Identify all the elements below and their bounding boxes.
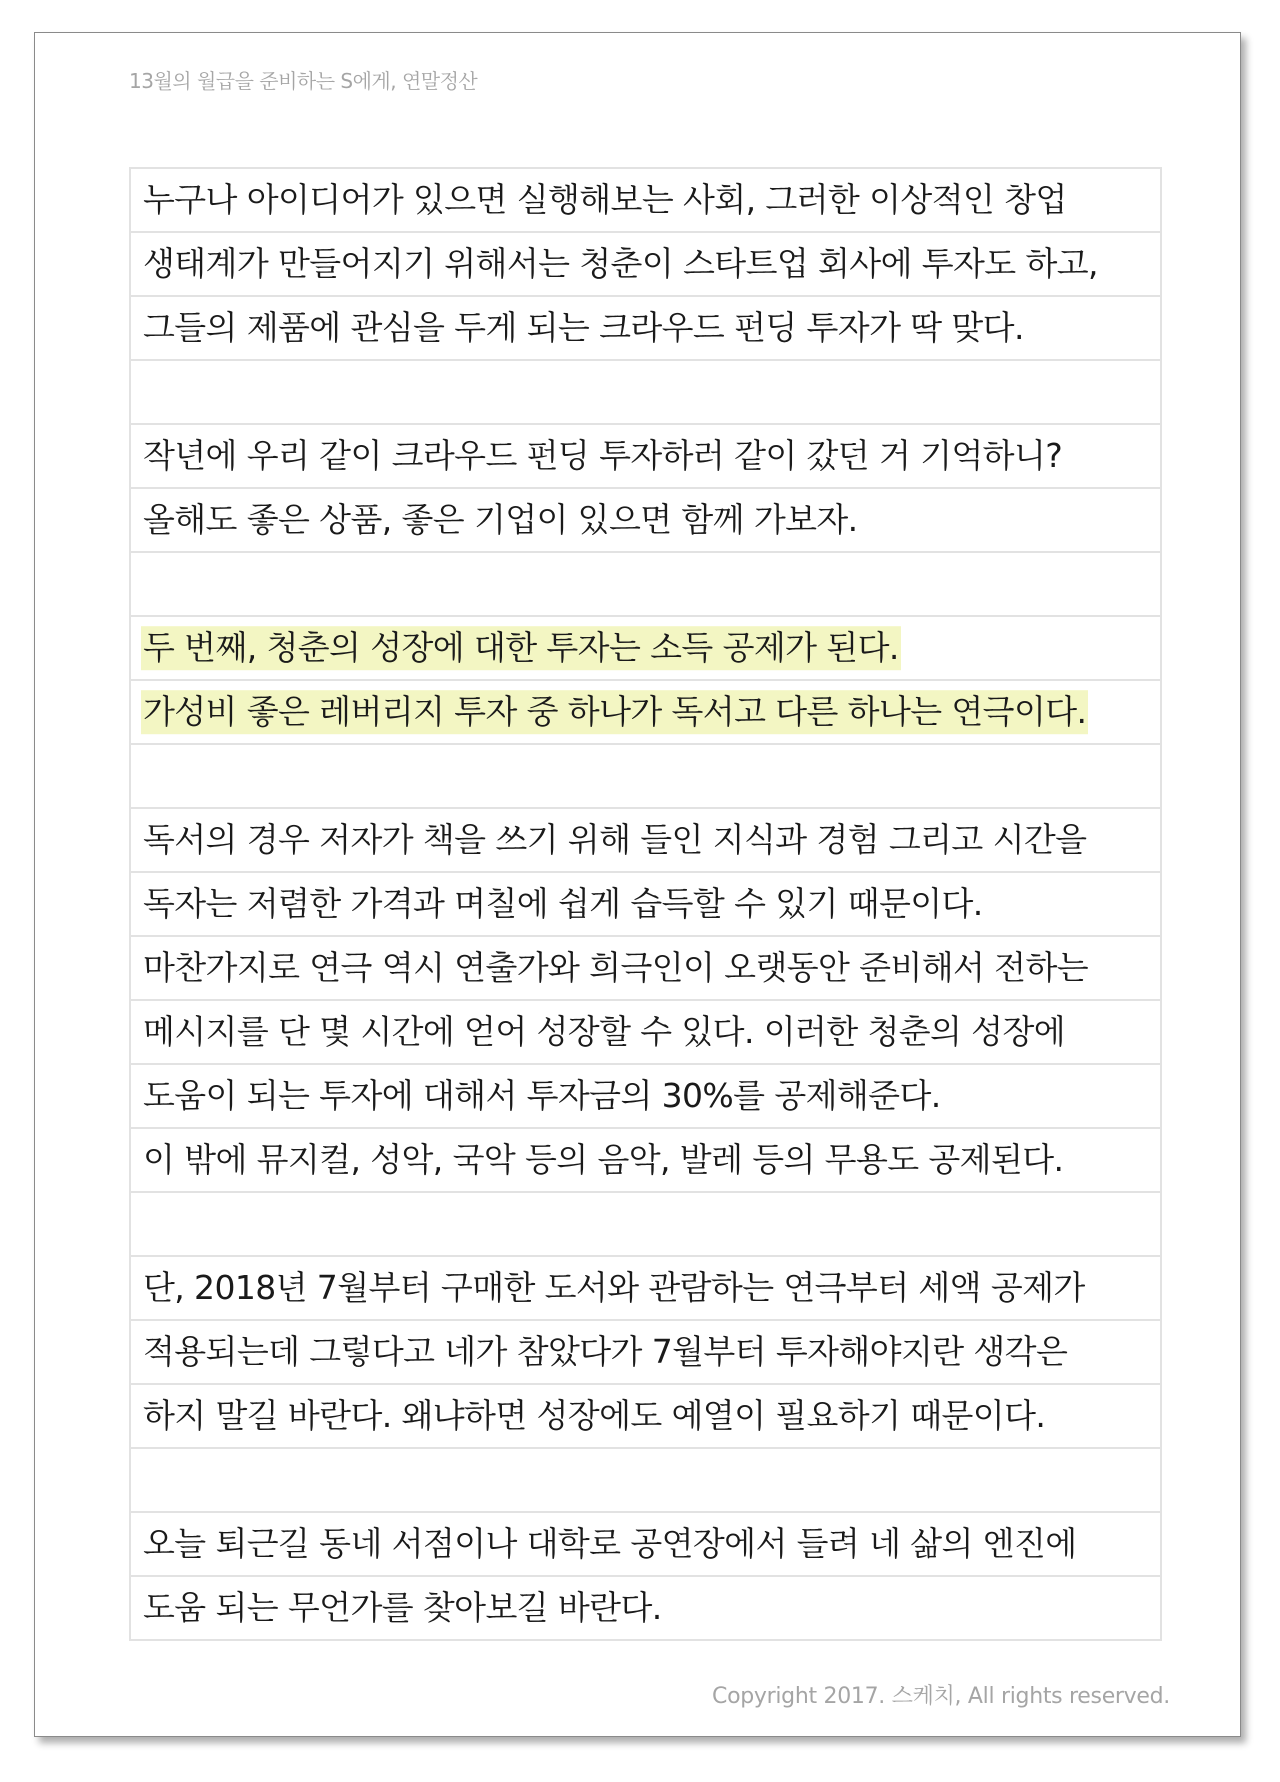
text-row: [131, 809, 1160, 873]
text-row: [131, 1385, 1160, 1449]
text-row: [131, 1577, 1160, 1641]
highlighted-text-line: 두 번째, 청춘의 성장에 대한 투자는 소득 공제가 된다.: [141, 626, 901, 670]
text-row: [131, 681, 1160, 745]
text-line: 적용되는데 그렇다고 네가 참았다가 7월부터 투자해야지란 생각은: [143, 1332, 1068, 1372]
text-row: [131, 1001, 1160, 1065]
text-row: [131, 297, 1160, 361]
text-line: 생태계가 만들어지기 위해서는 청춘이 스타트업 회사에 투자도 하고,: [143, 244, 1098, 284]
text-row: [131, 1065, 1160, 1129]
text-row: [131, 361, 1160, 425]
text-row: [131, 1449, 1160, 1513]
text-line: 독서의 경우 저자가 책을 쓰기 위해 들인 지식과 경험 그리고 시간을: [143, 820, 1087, 860]
document-page: [34, 32, 1241, 1737]
text-line: 하지 말길 바란다. 왜냐하면 성장에도 예열이 필요하기 때문이다.: [143, 1396, 1046, 1436]
text-line: 도움 되는 무언가를 찾아보길 바란다.: [143, 1588, 662, 1628]
text-line: 올해도 좋은 상품, 좋은 기업이 있으면 함께 가보자.: [143, 500, 858, 540]
text-line: 오늘 퇴근길 동네 서점이나 대학로 공연장에서 들려 네 삶의 엔진에: [143, 1524, 1077, 1564]
highlighted-text-line: 가성비 좋은 레버리지 투자 중 하나가 독서고 다른 하나는 연극이다.: [141, 690, 1088, 734]
text-row: [131, 1513, 1160, 1577]
text-line: 누구나 아이디어가 있으면 실행해보는 사회, 그러한 이상적인 창업: [143, 180, 1067, 220]
copyright-footer: Copyright 2017. 스케치, All rights reserved.: [712, 1684, 1170, 1709]
text-line: 메시지를 단 몇 시간에 얻어 성장할 수 있다. 이러한 청춘의 성장에: [143, 1012, 1066, 1052]
text-line: 독자는 저렴한 가격과 며칠에 쉽게 습득할 수 있기 때문이다.: [143, 884, 983, 924]
text-line: 도움이 되는 투자에 대해서 투자금의 30%를 공제해준다.: [143, 1076, 941, 1116]
text-row: [131, 1193, 1160, 1257]
text-row: [131, 873, 1160, 937]
text-line: 마찬가지로 연극 역시 연출가와 희극인이 오랫동안 준비해서 전하는: [143, 948, 1089, 988]
text-row: [131, 1129, 1160, 1193]
page-header-title: 13월의 월급을 준비하는 S에게, 연말정산: [129, 69, 478, 93]
text-row: [131, 425, 1160, 489]
text-row: [131, 617, 1160, 681]
text-row: [131, 745, 1160, 809]
text-line: 작년에 우리 같이 크라우드 펀딩 투자하러 같이 갔던 거 기억하니?: [143, 436, 1063, 476]
text-row: [131, 169, 1160, 233]
text-row: [131, 937, 1160, 1001]
text-line: 이 밖에 뮤지컬, 성악, 국악 등의 음악, 발레 등의 무용도 공제된다.: [143, 1140, 1064, 1180]
text-line: 그들의 제품에 관심을 두게 되는 크라우드 펀딩 투자가 딱 맞다.: [143, 308, 1024, 348]
text-row: [131, 1321, 1160, 1385]
text-line: 단, 2018년 7월부터 구매한 도서와 관람하는 연극부터 세액 공제가: [143, 1268, 1085, 1308]
text-row: [131, 489, 1160, 553]
text-row: [131, 553, 1160, 617]
text-row: [131, 1257, 1160, 1321]
text-row: [131, 233, 1160, 297]
ruled-text-body: [129, 167, 1162, 1641]
